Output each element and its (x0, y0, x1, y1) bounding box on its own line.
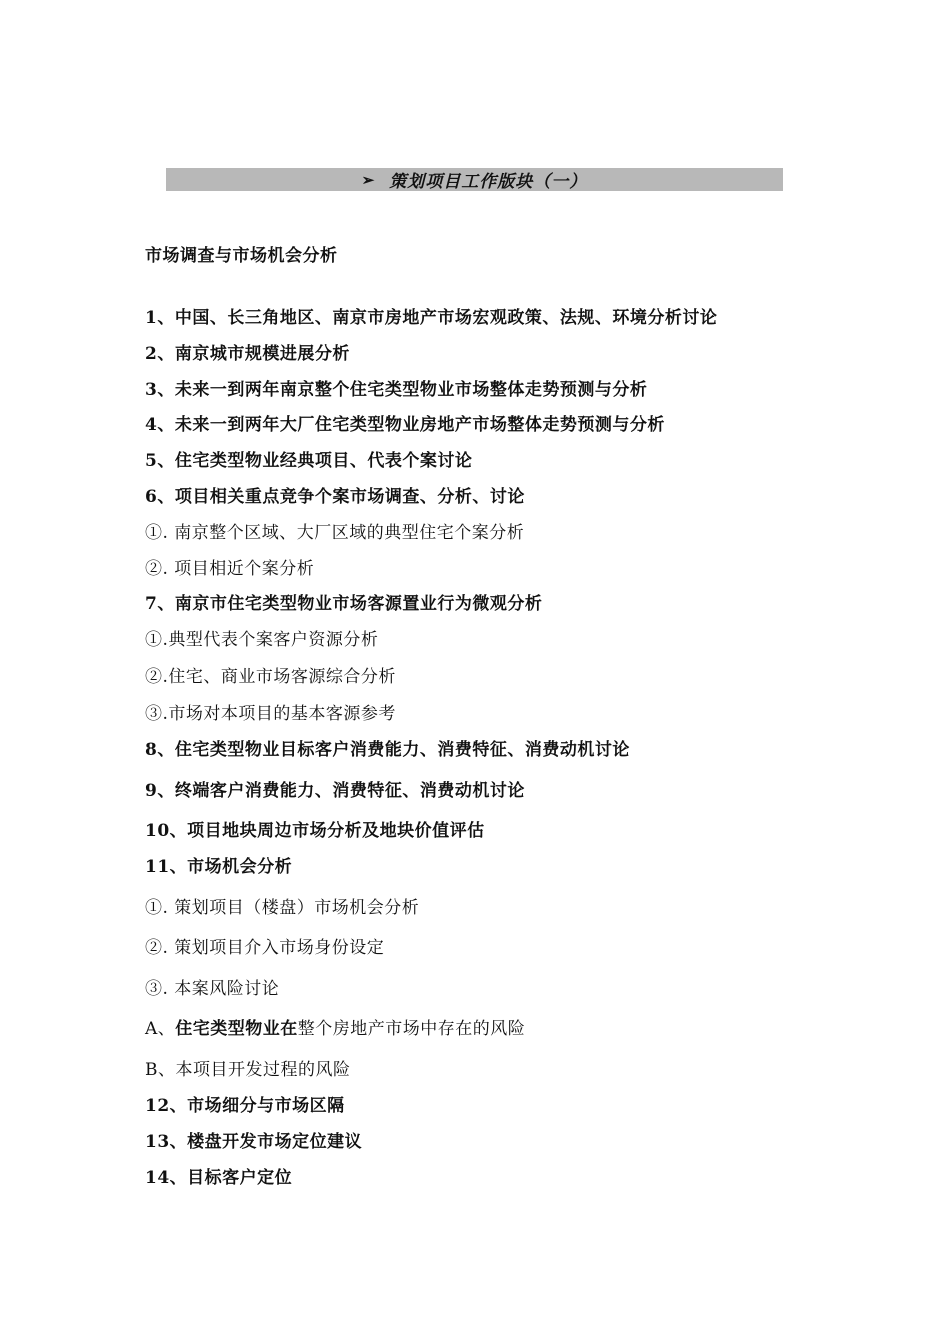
risk-item-b: B、本项目开发过程的风险 (145, 1060, 351, 1080)
list-subitem: ③.市场对本项目的基本客源参考 (145, 704, 396, 724)
list-item: 11、市场机会分析 (145, 857, 293, 877)
list-subitem: ②.住宅、商业市场客源综合分析 (145, 667, 396, 687)
list-item: 2、南京城市规模进展分析 (145, 344, 350, 364)
risk-item-a (145, 1019, 525, 1039)
list-item: 8、住宅类型物业目标客户消费能力、消费特征、消费动机讨论 (145, 740, 630, 760)
list-item: 5、住宅类型物业经典项目、代表个案讨论 (145, 451, 473, 471)
list-item: 4、未来一到两年大厂住宅类型物业房地产市场整体走势预测与分析 (145, 415, 665, 435)
list-subitem: ②. 项目相近个案分析 (145, 559, 315, 579)
list-item: 7、南京市住宅类型物业市场客源置业行为微观分析 (145, 594, 543, 614)
section-banner (166, 168, 783, 191)
list-subitem: ③. 本案风险讨论 (145, 979, 280, 999)
list-subitem: ②. 策划项目介入市场身份设定 (145, 938, 385, 958)
list-item: 14、目标客户定位 (145, 1168, 293, 1188)
list-item: 9、终端客户消费能力、消费特征、消费动机讨论 (145, 781, 525, 801)
list-subitem: ①.典型代表个案客户资源分析 (145, 630, 379, 650)
list-item: 12、市场细分与市场区隔 (145, 1096, 345, 1116)
list-item: 10、项目地块周边市场分析及地块价值评估 (145, 821, 485, 841)
arrow-bullet-icon: ➢ (361, 170, 376, 189)
risk-a-bold: 住宅类型物业在 (175, 1019, 298, 1039)
list-item: 1、中国、长三角地区、南京市房地产市场宏观政策、法规、环境分析讨论 (145, 308, 718, 328)
risk-a-prefix: A、 (145, 1019, 176, 1039)
list-item: 3、未来一到两年南京整个住宅类型物业市场整体走势预测与分析 (145, 380, 648, 400)
section-title: 市场调查与市场机会分析 (145, 246, 338, 266)
banner-title: 策划项目工作版块（一） (389, 172, 588, 192)
risk-a-rest: 整个房地产市场中存在的风险 (297, 1019, 526, 1039)
list-item: 6、项目相关重点竞争个案市场调查、分析、讨论 (145, 487, 525, 507)
list-subitem: ①. 策划项目（楼盘）市场机会分析 (145, 898, 420, 918)
list-item: 13、楼盘开发市场定位建议 (145, 1132, 363, 1152)
list-subitem: ①. 南京整个区域、大厂区域的典型住宅个案分析 (145, 523, 525, 543)
